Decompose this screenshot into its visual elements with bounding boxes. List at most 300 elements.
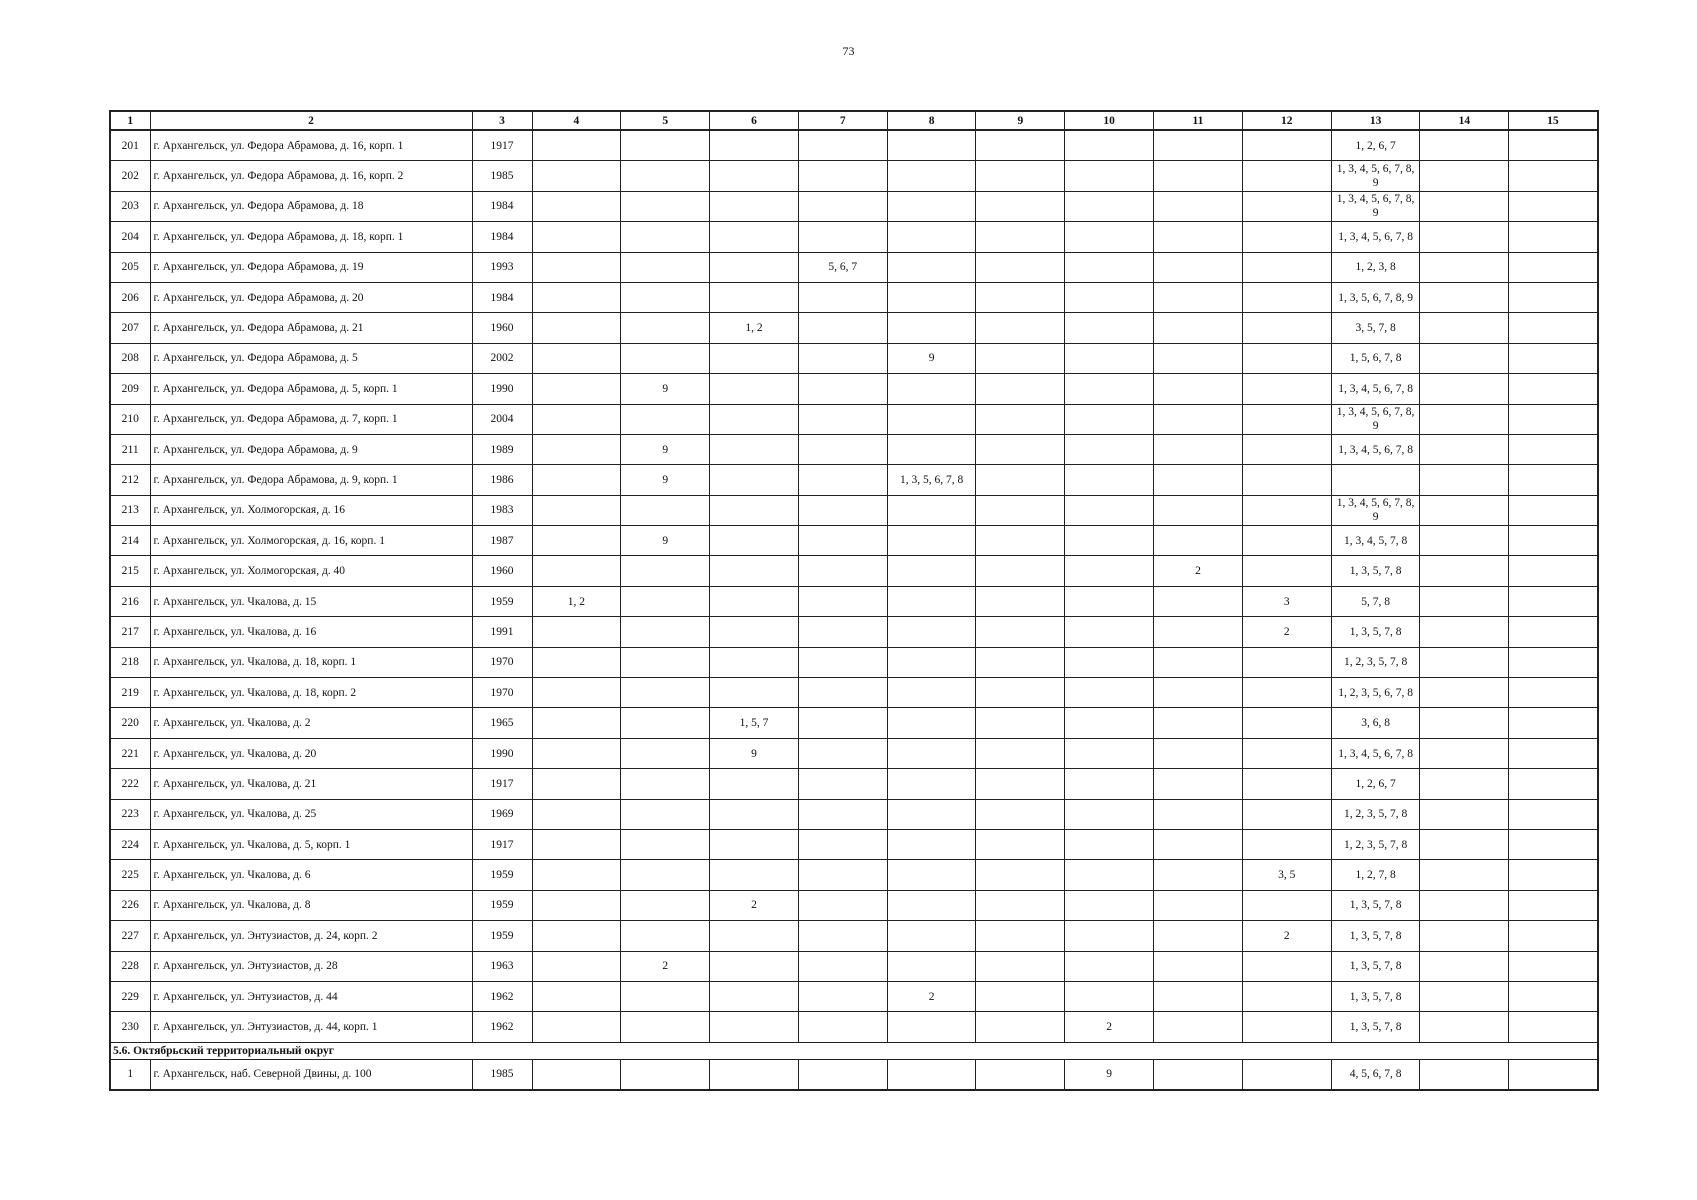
col-10-cell: [1065, 556, 1154, 586]
col-15-cell: [1509, 617, 1598, 647]
col-7-cell: [798, 282, 887, 312]
table-row: [110, 282, 1598, 312]
year-built-cell: 1962: [472, 1012, 532, 1042]
col-8-cell: [887, 951, 976, 981]
col-10-cell: [1065, 374, 1154, 404]
col-4-cell: [532, 981, 621, 1011]
col-5-cell: [621, 1012, 710, 1042]
col-12-cell: 3: [1242, 586, 1331, 616]
col-6-cell: 1, 2: [710, 313, 799, 343]
col-13-cell: 1, 3, 4, 5, 7, 8: [1331, 526, 1420, 556]
col-5-cell: [621, 708, 710, 738]
col-4-cell: [532, 860, 621, 890]
col-9-cell: [976, 404, 1065, 434]
col-8-cell: [887, 556, 976, 586]
row-number-cell: 209: [110, 374, 150, 404]
col-6-cell: [710, 829, 799, 859]
col-14-cell: [1420, 282, 1509, 312]
col-14-cell: [1420, 617, 1509, 647]
col-9-cell: [976, 799, 1065, 829]
col-10-cell: [1065, 617, 1154, 647]
col-14-cell: [1420, 738, 1509, 768]
section-heading-row: [110, 1042, 1598, 1059]
table-row: [110, 495, 1598, 525]
col-13-cell: 1, 3, 4, 5, 6, 7, 8: [1331, 374, 1420, 404]
year-built-cell: 1986: [472, 465, 532, 495]
col-11-cell: [1154, 708, 1243, 738]
address-cell: г. Архангельск, ул. Чкалова, д. 20: [150, 738, 472, 768]
col-6-cell: [710, 495, 799, 525]
col-8-cell: [887, 890, 976, 920]
col-14-cell: [1420, 434, 1509, 464]
year-built-cell: 1985: [472, 161, 532, 191]
col-11-cell: [1154, 769, 1243, 799]
col-7-cell: [798, 313, 887, 343]
address-cell: г. Архангельск, ул. Чкалова, д. 15: [150, 586, 472, 616]
col-14-cell: [1420, 769, 1509, 799]
col-6-cell: 2: [710, 890, 799, 920]
col-9-cell: [976, 1012, 1065, 1042]
col-13-cell: 1, 3, 4, 5, 6, 7, 8: [1331, 738, 1420, 768]
col-12-cell: [1242, 282, 1331, 312]
col-5-cell: [621, 799, 710, 829]
col-9-cell: [976, 829, 1065, 859]
address-cell: г. Архангельск, ул. Федора Абрамова, д. 20: [150, 282, 472, 312]
col-5-cell: [621, 981, 710, 1011]
col-13-cell: 1, 3, 4, 5, 6, 7, 8, 9: [1331, 191, 1420, 221]
col-5-cell: [621, 343, 710, 373]
col-13-cell: 3, 5, 7, 8: [1331, 313, 1420, 343]
col-12-cell: [1242, 708, 1331, 738]
row-number-cell: 230: [110, 1012, 150, 1042]
col-14-cell: [1420, 252, 1509, 282]
col-11-cell: [1154, 252, 1243, 282]
col-15-cell: [1509, 678, 1598, 708]
col-8-cell: [887, 1012, 976, 1042]
col-15-cell: [1509, 404, 1598, 434]
col-6-cell: [710, 586, 799, 616]
col-4-cell: [532, 434, 621, 464]
row-number-cell: 208: [110, 343, 150, 373]
table-row: [110, 981, 1598, 1011]
column-header: 6: [710, 111, 799, 130]
address-cell: г. Архангельск, ул. Федора Абрамова, д. 9: [150, 434, 472, 464]
row-number-cell: 215: [110, 556, 150, 586]
col-7-cell: [798, 951, 887, 981]
col-5-cell: [621, 222, 710, 252]
row-number-cell: 205: [110, 252, 150, 282]
col-13-cell: 1, 3, 5, 6, 7, 8, 9: [1331, 282, 1420, 312]
col-8-cell: [887, 708, 976, 738]
year-built-cell: 1983: [472, 495, 532, 525]
row-number-cell: 228: [110, 951, 150, 981]
address-cell: г. Архангельск, ул. Чкалова, д. 6: [150, 860, 472, 890]
col-13-cell: 5, 7, 8: [1331, 586, 1420, 616]
address-cell: г. Архангельск, ул. Чкалова, д. 2: [150, 708, 472, 738]
col-12-cell: [1242, 678, 1331, 708]
column-header: 14: [1420, 111, 1509, 130]
row-number-cell: 219: [110, 678, 150, 708]
year-built-cell: 1969: [472, 799, 532, 829]
row-number-cell: 220: [110, 708, 150, 738]
col-15-cell: [1509, 161, 1598, 191]
year-built-cell: 1960: [472, 313, 532, 343]
col-9-cell: [976, 708, 1065, 738]
col-10-cell: [1065, 708, 1154, 738]
col-8-cell: 9: [887, 343, 976, 373]
col-5-cell: [621, 495, 710, 525]
col-13-cell: 1, 2, 7, 8: [1331, 860, 1420, 890]
col-15-cell: [1509, 951, 1598, 981]
col-9-cell: [976, 769, 1065, 799]
col-6-cell: [710, 222, 799, 252]
year-built-cell: 1962: [472, 981, 532, 1011]
col-7-cell: [798, 434, 887, 464]
col-13-cell: 1, 3, 5, 7, 8: [1331, 890, 1420, 920]
col-8-cell: [887, 678, 976, 708]
col-10-cell: [1065, 738, 1154, 768]
col-13-cell: 1, 5, 6, 7, 8: [1331, 343, 1420, 373]
col-10-cell: [1065, 191, 1154, 221]
col-13-cell: 1, 2, 3, 8: [1331, 252, 1420, 282]
year-built-cell: 1917: [472, 769, 532, 799]
col-10-cell: 2: [1065, 1012, 1154, 1042]
col-6-cell: [710, 556, 799, 586]
col-14-cell: [1420, 313, 1509, 343]
col-12-cell: [1242, 404, 1331, 434]
section-heading: 5.6. Октябрьский территориальный округ: [110, 1042, 1598, 1059]
col-5-cell: 9: [621, 434, 710, 464]
col-4-cell: [532, 343, 621, 373]
col-5-cell: [621, 769, 710, 799]
table-row: [110, 434, 1598, 464]
col-6-cell: [710, 951, 799, 981]
address-cell: г. Архангельск, ул. Федора Абрамова, д. 7, корп. 1: [150, 404, 472, 434]
col-13-cell: 4, 5, 6, 7, 8: [1331, 1059, 1420, 1090]
row-number-cell: 217: [110, 617, 150, 647]
col-13-cell: 1, 2, 6, 7: [1331, 130, 1420, 161]
col-4-cell: 1, 2: [532, 586, 621, 616]
col-7-cell: [798, 526, 887, 556]
row-number-cell: 226: [110, 890, 150, 920]
col-9-cell: [976, 161, 1065, 191]
table-row: [110, 829, 1598, 859]
column-header: 15: [1509, 111, 1598, 130]
col-4-cell: [532, 617, 621, 647]
col-11-cell: [1154, 1059, 1243, 1090]
row-number-cell: 202: [110, 161, 150, 191]
col-7-cell: [798, 708, 887, 738]
col-10-cell: [1065, 343, 1154, 373]
row-number-cell: 210: [110, 404, 150, 434]
table-row: [110, 252, 1598, 282]
col-4-cell: [532, 799, 621, 829]
col-12-cell: [1242, 647, 1331, 677]
table-row: [110, 161, 1598, 191]
column-header: 2: [150, 111, 472, 130]
column-header: 8: [887, 111, 976, 130]
col-4-cell: [532, 222, 621, 252]
col-14-cell: [1420, 708, 1509, 738]
year-built-cell: 1970: [472, 678, 532, 708]
col-15-cell: [1509, 222, 1598, 252]
year-built-cell: 1970: [472, 647, 532, 677]
col-13-cell: 1, 2, 3, 5, 7, 8: [1331, 829, 1420, 859]
col-7-cell: [798, 890, 887, 920]
col-15-cell: [1509, 465, 1598, 495]
col-7-cell: [798, 343, 887, 373]
year-built-cell: 1963: [472, 951, 532, 981]
address-cell: г. Архангельск, ул. Чкалова, д. 18, корп. 2: [150, 678, 472, 708]
col-11-cell: [1154, 465, 1243, 495]
col-7-cell: [798, 860, 887, 890]
col-12-cell: [1242, 1012, 1331, 1042]
col-11-cell: [1154, 617, 1243, 647]
col-14-cell: [1420, 1059, 1509, 1090]
col-13-cell: 1, 3, 5, 7, 8: [1331, 617, 1420, 647]
col-14-cell: [1420, 130, 1509, 161]
col-7-cell: [798, 799, 887, 829]
col-5-cell: [621, 860, 710, 890]
col-5-cell: 9: [621, 526, 710, 556]
row-number-cell: 204: [110, 222, 150, 252]
col-15-cell: [1509, 829, 1598, 859]
table-row: [110, 617, 1598, 647]
col-14-cell: [1420, 1012, 1509, 1042]
col-6-cell: [710, 374, 799, 404]
col-14-cell: [1420, 799, 1509, 829]
column-header: 13: [1331, 111, 1420, 130]
col-8-cell: [887, 1059, 976, 1090]
col-12-cell: [1242, 1059, 1331, 1090]
col-10-cell: [1065, 921, 1154, 951]
col-15-cell: [1509, 434, 1598, 464]
col-7-cell: [798, 191, 887, 221]
column-header: 10: [1065, 111, 1154, 130]
col-5-cell: [621, 556, 710, 586]
col-8-cell: [887, 434, 976, 464]
table-row: [110, 343, 1598, 373]
col-8-cell: [887, 617, 976, 647]
col-8-cell: [887, 374, 976, 404]
address-cell: г. Архангельск, ул. Федора Абрамова, д. 19: [150, 252, 472, 282]
col-7-cell: [798, 404, 887, 434]
col-10-cell: [1065, 647, 1154, 677]
col-10-cell: [1065, 161, 1154, 191]
col-4-cell: [532, 708, 621, 738]
col-4-cell: [532, 252, 621, 282]
col-14-cell: [1420, 556, 1509, 586]
col-7-cell: [798, 921, 887, 951]
col-7-cell: [798, 556, 887, 586]
col-8-cell: [887, 282, 976, 312]
col-11-cell: [1154, 678, 1243, 708]
col-6-cell: 9: [710, 738, 799, 768]
col-4-cell: [532, 465, 621, 495]
table-row: [110, 799, 1598, 829]
row-number-cell: 227: [110, 921, 150, 951]
col-10-cell: [1065, 799, 1154, 829]
row-number-cell: 229: [110, 981, 150, 1011]
address-cell: г. Архангельск, ул. Федора Абрамова, д. 18: [150, 191, 472, 221]
column-header: 7: [798, 111, 887, 130]
column-header: 11: [1154, 111, 1243, 130]
col-12-cell: [1242, 556, 1331, 586]
col-8-cell: [887, 313, 976, 343]
col-9-cell: [976, 647, 1065, 677]
col-14-cell: [1420, 890, 1509, 920]
col-7-cell: [798, 130, 887, 161]
col-8-cell: [887, 161, 976, 191]
year-built-cell: 1984: [472, 222, 532, 252]
col-12-cell: [1242, 769, 1331, 799]
col-9-cell: [976, 343, 1065, 373]
table-row: [110, 860, 1598, 890]
col-14-cell: [1420, 981, 1509, 1011]
col-11-cell: [1154, 130, 1243, 161]
section-body: [110, 1042, 1598, 1090]
address-cell: г. Архангельск, ул. Холмогорская, д. 16, корп. 1: [150, 526, 472, 556]
row-number-cell: 224: [110, 829, 150, 859]
header-row: [110, 111, 1598, 130]
col-8-cell: [887, 130, 976, 161]
col-10-cell: [1065, 890, 1154, 920]
col-5-cell: [621, 252, 710, 282]
col-4-cell: [532, 647, 621, 677]
col-13-cell: 1, 3, 4, 5, 6, 7, 8, 9: [1331, 404, 1420, 434]
col-6-cell: 1, 5, 7: [710, 708, 799, 738]
col-14-cell: [1420, 465, 1509, 495]
table-row: [110, 374, 1598, 404]
row-number-cell: 201: [110, 130, 150, 161]
column-header: 12: [1242, 111, 1331, 130]
col-4-cell: [532, 1012, 621, 1042]
col-4-cell: [532, 738, 621, 768]
col-9-cell: [976, 495, 1065, 525]
year-built-cell: 1917: [472, 130, 532, 161]
year-built-cell: 1959: [472, 890, 532, 920]
col-5-cell: [621, 313, 710, 343]
col-11-cell: [1154, 738, 1243, 768]
col-7-cell: 5, 6, 7: [798, 252, 887, 282]
year-built-cell: 1959: [472, 586, 532, 616]
row-number-cell: 214: [110, 526, 150, 556]
address-cell: г. Архангельск, ул. Федора Абрамова, д. 9, корп. 1: [150, 465, 472, 495]
year-built-cell: 2004: [472, 404, 532, 434]
address-cell: г. Архангельск, ул. Федора Абрамова, д. 5: [150, 343, 472, 373]
col-10-cell: [1065, 465, 1154, 495]
col-12-cell: [1242, 343, 1331, 373]
col-11-cell: [1154, 343, 1243, 373]
col-9-cell: [976, 252, 1065, 282]
row-number-cell: 225: [110, 860, 150, 890]
address-cell: г. Архангельск, ул. Чкалова, д. 5, корп. 1: [150, 829, 472, 859]
col-7-cell: [798, 465, 887, 495]
col-8-cell: [887, 252, 976, 282]
col-8-cell: [887, 647, 976, 677]
col-15-cell: [1509, 374, 1598, 404]
year-built-cell: 1993: [472, 252, 532, 282]
address-cell: г. Архангельск, ул. Федора Абрамова, д. 18, корп. 1: [150, 222, 472, 252]
col-11-cell: [1154, 526, 1243, 556]
col-13-cell: 1, 3, 5, 7, 8: [1331, 921, 1420, 951]
col-12-cell: [1242, 799, 1331, 829]
housing-register-table: [109, 110, 1599, 1091]
col-15-cell: [1509, 130, 1598, 161]
table-row: [110, 769, 1598, 799]
col-12-cell: [1242, 495, 1331, 525]
col-10-cell: [1065, 313, 1154, 343]
col-11-cell: [1154, 981, 1243, 1011]
col-15-cell: [1509, 890, 1598, 920]
col-5-cell: [621, 282, 710, 312]
col-11-cell: [1154, 951, 1243, 981]
row-number-cell: 203: [110, 191, 150, 221]
col-6-cell: [710, 252, 799, 282]
address-cell: г. Архангельск, ул. Энтузиастов, д. 28: [150, 951, 472, 981]
col-11-cell: [1154, 1012, 1243, 1042]
col-12-cell: [1242, 465, 1331, 495]
col-5-cell: [621, 617, 710, 647]
col-14-cell: [1420, 374, 1509, 404]
year-built-cell: 1990: [472, 738, 532, 768]
col-15-cell: [1509, 738, 1598, 768]
col-4-cell: [532, 130, 621, 161]
col-12-cell: 2: [1242, 921, 1331, 951]
col-12-cell: [1242, 738, 1331, 768]
col-9-cell: [976, 526, 1065, 556]
col-10-cell: 9: [1065, 1059, 1154, 1090]
table-row: [110, 708, 1598, 738]
col-9-cell: [976, 191, 1065, 221]
col-8-cell: [887, 738, 976, 768]
col-9-cell: [976, 1059, 1065, 1090]
col-6-cell: [710, 130, 799, 161]
col-7-cell: [798, 222, 887, 252]
col-5-cell: [621, 130, 710, 161]
col-10-cell: [1065, 495, 1154, 525]
col-4-cell: [532, 161, 621, 191]
col-11-cell: [1154, 222, 1243, 252]
col-12-cell: [1242, 374, 1331, 404]
col-11-cell: [1154, 404, 1243, 434]
col-13-cell: 1, 3, 5, 7, 8: [1331, 951, 1420, 981]
col-4-cell: [532, 282, 621, 312]
col-13-cell: 1, 3, 4, 5, 6, 7, 8, 9: [1331, 161, 1420, 191]
col-11-cell: [1154, 313, 1243, 343]
col-7-cell: [798, 738, 887, 768]
col-8-cell: [887, 799, 976, 829]
col-11-cell: [1154, 647, 1243, 677]
col-11-cell: [1154, 586, 1243, 616]
col-5-cell: 2: [621, 951, 710, 981]
col-15-cell: [1509, 921, 1598, 951]
col-15-cell: [1509, 586, 1598, 616]
col-6-cell: [710, 617, 799, 647]
col-12-cell: [1242, 222, 1331, 252]
col-14-cell: [1420, 222, 1509, 252]
table-row: [110, 556, 1598, 586]
col-5-cell: [621, 921, 710, 951]
address-cell: г. Архангельск, ул. Чкалова, д. 21: [150, 769, 472, 799]
col-10-cell: [1065, 526, 1154, 556]
col-5-cell: [621, 1059, 710, 1090]
table-row: [110, 526, 1598, 556]
col-6-cell: [710, 981, 799, 1011]
col-7-cell: [798, 647, 887, 677]
col-9-cell: [976, 586, 1065, 616]
col-12-cell: [1242, 951, 1331, 981]
